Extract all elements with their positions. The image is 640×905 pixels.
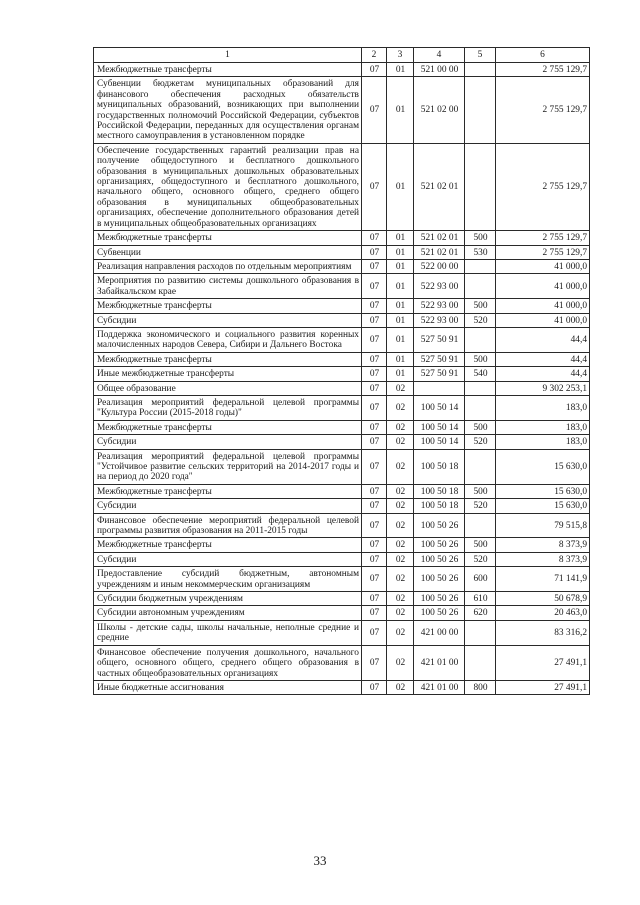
- row-target-article: 522 93 00: [414, 274, 465, 299]
- row-section: 07: [362, 435, 387, 449]
- row-expense-type: 800: [465, 680, 496, 694]
- table-row: [94, 499, 590, 513]
- table-row: [94, 367, 590, 381]
- row-amount: 44,4: [496, 367, 590, 381]
- row-section: 07: [362, 538, 387, 552]
- row-name: Субсидии: [94, 499, 362, 513]
- row-subsection: 02: [387, 513, 414, 538]
- row-section: 07: [362, 327, 387, 352]
- row-name: Межбюджетные трансферты: [94, 299, 362, 313]
- page-number: 33: [313, 853, 327, 868]
- row-subsection: 01: [387, 231, 414, 245]
- row-amount: 2 755 129,7: [496, 231, 590, 245]
- row-section: 07: [362, 395, 387, 420]
- header-col-4: 4: [414, 48, 465, 63]
- row-expense-type: 500: [465, 299, 496, 313]
- table-row: [94, 552, 590, 566]
- table-row: [94, 620, 590, 645]
- row-name: Иные межбюджетные трансферты: [94, 367, 362, 381]
- row-target-article: 521 02 01: [414, 231, 465, 245]
- row-expense-type: 500: [465, 538, 496, 552]
- header-col-3: 3: [387, 48, 414, 63]
- row-target-article: 100 50 14: [414, 435, 465, 449]
- table-row: [94, 567, 590, 592]
- row-target-article: 521 00 00: [414, 63, 465, 77]
- row-name: Субсидии: [94, 313, 362, 327]
- row-name: Межбюджетные трансферты: [94, 352, 362, 366]
- row-subsection: 01: [387, 313, 414, 327]
- row-subsection: 01: [387, 299, 414, 313]
- row-expense-type: 520: [465, 499, 496, 513]
- row-section: 07: [362, 620, 387, 645]
- row-expense-type: [465, 381, 496, 395]
- row-section: 07: [362, 245, 387, 259]
- row-subsection: 01: [387, 352, 414, 366]
- row-name: Субсидии автономным учреждениям: [94, 606, 362, 620]
- row-section: 07: [362, 552, 387, 566]
- row-amount: 83 316,2: [496, 620, 590, 645]
- header-col-1: 1: [94, 48, 362, 63]
- row-amount: 71 141,9: [496, 567, 590, 592]
- row-subsection: 02: [387, 420, 414, 434]
- row-target-article: 527 50 91: [414, 352, 465, 366]
- row-expense-type: 500: [465, 231, 496, 245]
- row-subsection: 01: [387, 327, 414, 352]
- row-subsection: 02: [387, 395, 414, 420]
- row-subsection: 01: [387, 245, 414, 259]
- row-expense-type: 610: [465, 592, 496, 606]
- row-section: 07: [362, 420, 387, 434]
- row-subsection: 02: [387, 484, 414, 498]
- row-target-article: 100 50 26: [414, 592, 465, 606]
- row-name: Межбюджетные трансферты: [94, 231, 362, 245]
- row-expense-type: [465, 63, 496, 77]
- row-expense-type: [465, 274, 496, 299]
- row-section: 07: [362, 231, 387, 245]
- table-row: [94, 420, 590, 434]
- row-section: 07: [362, 381, 387, 395]
- row-subsection: 02: [387, 645, 414, 680]
- row-section: 07: [362, 484, 387, 498]
- row-target-article: 100 50 26: [414, 552, 465, 566]
- row-subsection: 02: [387, 499, 414, 513]
- row-name: Предоставление субсидий бюджетным, автономным учреждениям и иным некоммерческим организациям: [94, 567, 362, 592]
- row-section: 07: [362, 77, 387, 143]
- header-row: [94, 48, 590, 63]
- row-target-article: 100 50 26: [414, 606, 465, 620]
- row-expense-type: [465, 259, 496, 273]
- row-name: Реализация направления расходов по отдельным мероприятиям: [94, 259, 362, 273]
- row-target-article: 522 93 00: [414, 299, 465, 313]
- table-row: [94, 680, 590, 694]
- table-row: [94, 143, 590, 230]
- row-subsection: 01: [387, 143, 414, 230]
- row-target-article: 100 50 14: [414, 395, 465, 420]
- row-amount: 27 491,1: [496, 680, 590, 694]
- row-target-article: 522 93 00: [414, 313, 465, 327]
- row-expense-type: 520: [465, 313, 496, 327]
- row-name: Субсидии: [94, 552, 362, 566]
- table-row: [94, 435, 590, 449]
- row-expense-type: 600: [465, 567, 496, 592]
- row-expense-type: 540: [465, 367, 496, 381]
- row-subsection: 01: [387, 63, 414, 77]
- row-section: 07: [362, 645, 387, 680]
- row-section: 07: [362, 299, 387, 313]
- row-amount: 15 630,0: [496, 499, 590, 513]
- row-subsection: 02: [387, 435, 414, 449]
- row-subsection: 02: [387, 680, 414, 694]
- row-target-article: 421 00 00: [414, 620, 465, 645]
- row-subsection: 01: [387, 77, 414, 143]
- row-expense-type: [465, 620, 496, 645]
- row-section: 07: [362, 513, 387, 538]
- row-amount: 41 000,0: [496, 313, 590, 327]
- row-amount: 27 491,1: [496, 645, 590, 680]
- row-name: Межбюджетные трансферты: [94, 484, 362, 498]
- row-amount: 15 630,0: [496, 484, 590, 498]
- row-name: Субвенции бюджетам муниципальных образований для финансового обеспечения расходных обязательств муниципальных образований, возникающих при выполнении государственных полномочий Российской Федерации, субъектов Российской Федерации, переданных для осуществления органам местного самоуправления в установленном порядке: [94, 77, 362, 143]
- row-subsection: 01: [387, 259, 414, 273]
- row-amount: 20 463,0: [496, 606, 590, 620]
- row-amount: 8 373,9: [496, 552, 590, 566]
- row-subsection: 02: [387, 606, 414, 620]
- row-name: Обеспечение государственных гарантий реализации прав на получение общедоступного и бесплатного дошкольного образования в муниципальных дошкольных образовательных организациях, общедоступного и бесплатного дошкольного, начального общего, основного общего, среднего общего образования в муниципальных общеобразовательных организациях, обеспечение дополнительного образования детей в муниципальных общеобразовательных организациях: [94, 143, 362, 230]
- row-section: 07: [362, 63, 387, 77]
- row-name: Поддержка экономического и социального развития коренных малочисленных народов Севера, Сибири и Дальнего Востока: [94, 327, 362, 352]
- row-target-article: 521 02 01: [414, 143, 465, 230]
- row-amount: 41 000,0: [496, 299, 590, 313]
- row-section: 07: [362, 606, 387, 620]
- row-subsection: 02: [387, 538, 414, 552]
- table-row: [94, 245, 590, 259]
- row-name: Школы - детские сады, школы начальные, неполные средние и средние: [94, 620, 362, 645]
- row-name: Финансовое обеспечение получения дошкольного, начального общего, основного общего, среднего общего образования в частных общеобразовательных организациях: [94, 645, 362, 680]
- table-row: [94, 231, 590, 245]
- row-target-article: 100 50 18: [414, 449, 465, 484]
- row-name: Субсидии бюджетным учреждениям: [94, 592, 362, 606]
- row-section: 07: [362, 313, 387, 327]
- row-expense-type: [465, 395, 496, 420]
- table-row: [94, 381, 590, 395]
- header-col-5: 5: [465, 48, 496, 63]
- table-row: [94, 77, 590, 143]
- table-row: [94, 395, 590, 420]
- row-subsection: 02: [387, 449, 414, 484]
- row-amount: 2 755 129,7: [496, 245, 590, 259]
- budget-table: [93, 47, 590, 695]
- row-amount: 2 755 129,7: [496, 143, 590, 230]
- row-target-article: 100 50 18: [414, 484, 465, 498]
- row-expense-type: 530: [465, 245, 496, 259]
- row-amount: 9 302 253,1: [496, 381, 590, 395]
- row-expense-type: 500: [465, 484, 496, 498]
- row-section: 07: [362, 449, 387, 484]
- row-amount: 183,0: [496, 435, 590, 449]
- row-target-article: 521 02 00: [414, 77, 465, 143]
- row-expense-type: [465, 513, 496, 538]
- row-name: Общее образование: [94, 381, 362, 395]
- row-name: Реализация мероприятий федеральной целевой программы "Культура России (2015-2018 годы)": [94, 395, 362, 420]
- row-expense-type: 620: [465, 606, 496, 620]
- table-row: [94, 259, 590, 273]
- row-section: 07: [362, 367, 387, 381]
- row-expense-type: 500: [465, 352, 496, 366]
- row-name: Межбюджетные трансферты: [94, 538, 362, 552]
- row-amount: 15 630,0: [496, 449, 590, 484]
- row-section: 07: [362, 143, 387, 230]
- row-name: Мероприятия по развитию системы дошкольного образования в Забайкальском крае: [94, 274, 362, 299]
- table-row: [94, 352, 590, 366]
- row-subsection: 02: [387, 592, 414, 606]
- row-amount: 2 755 129,7: [496, 63, 590, 77]
- row-expense-type: [465, 77, 496, 143]
- row-section: 07: [362, 259, 387, 273]
- row-section: 07: [362, 499, 387, 513]
- row-subsection: 02: [387, 381, 414, 395]
- row-target-article: 522 00 00: [414, 259, 465, 273]
- row-section: 07: [362, 680, 387, 694]
- row-expense-type: 500: [465, 420, 496, 434]
- row-target-article: [414, 381, 465, 395]
- row-target-article: 421 01 00: [414, 645, 465, 680]
- row-target-article: 521 02 01: [414, 245, 465, 259]
- row-name: Субвенции: [94, 245, 362, 259]
- row-expense-type: 520: [465, 435, 496, 449]
- row-target-article: 100 50 26: [414, 567, 465, 592]
- row-expense-type: [465, 645, 496, 680]
- table-row: [94, 327, 590, 352]
- row-target-article: 100 50 26: [414, 538, 465, 552]
- row-amount: 50 678,9: [496, 592, 590, 606]
- row-expense-type: [465, 449, 496, 484]
- row-expense-type: [465, 143, 496, 230]
- table-row: [94, 538, 590, 552]
- row-target-article: 100 50 18: [414, 499, 465, 513]
- row-name: Иные бюджетные ассигнования: [94, 680, 362, 694]
- table-row: [94, 606, 590, 620]
- row-target-article: 100 50 26: [414, 513, 465, 538]
- row-section: 07: [362, 274, 387, 299]
- row-section: 07: [362, 352, 387, 366]
- table-row: [94, 513, 590, 538]
- table-row: [94, 63, 590, 77]
- table-row: [94, 449, 590, 484]
- header-col-2: 2: [362, 48, 387, 63]
- row-name: Межбюджетные трансферты: [94, 63, 362, 77]
- row-target-article: 527 50 91: [414, 327, 465, 352]
- row-subsection: 02: [387, 567, 414, 592]
- row-amount: 183,0: [496, 420, 590, 434]
- row-name: Реализация мероприятий федеральной целевой программы "Устойчивое развитие сельских территорий на 2014-2017 годы и на период до 2020 года": [94, 449, 362, 484]
- row-expense-type: [465, 327, 496, 352]
- row-amount: 2 755 129,7: [496, 77, 590, 143]
- row-target-article: 421 01 00: [414, 680, 465, 694]
- header-col-6: 6: [496, 48, 590, 63]
- row-subsection: 01: [387, 274, 414, 299]
- row-amount: 44,4: [496, 327, 590, 352]
- table-row: [94, 313, 590, 327]
- row-amount: 183,0: [496, 395, 590, 420]
- table-row: [94, 484, 590, 498]
- table-row: [94, 299, 590, 313]
- row-section: 07: [362, 592, 387, 606]
- row-expense-type: 520: [465, 552, 496, 566]
- row-section: 07: [362, 567, 387, 592]
- row-amount: 44,4: [496, 352, 590, 366]
- row-amount: 8 373,9: [496, 538, 590, 552]
- row-target-article: 100 50 14: [414, 420, 465, 434]
- table-row: [94, 592, 590, 606]
- row-subsection: 01: [387, 367, 414, 381]
- row-subsection: 02: [387, 620, 414, 645]
- row-subsection: 02: [387, 552, 414, 566]
- row-amount: 41 000,0: [496, 274, 590, 299]
- row-amount: 79 515,8: [496, 513, 590, 538]
- row-name: Субсидии: [94, 435, 362, 449]
- row-target-article: 527 50 91: [414, 367, 465, 381]
- row-amount: 41 000,0: [496, 259, 590, 273]
- table-row: [94, 274, 590, 299]
- table-row: [94, 645, 590, 680]
- row-name: Межбюджетные трансферты: [94, 420, 362, 434]
- row-name: Финансовое обеспечение мероприятий федеральной целевой программы развития образования на 2011-2015 годы: [94, 513, 362, 538]
